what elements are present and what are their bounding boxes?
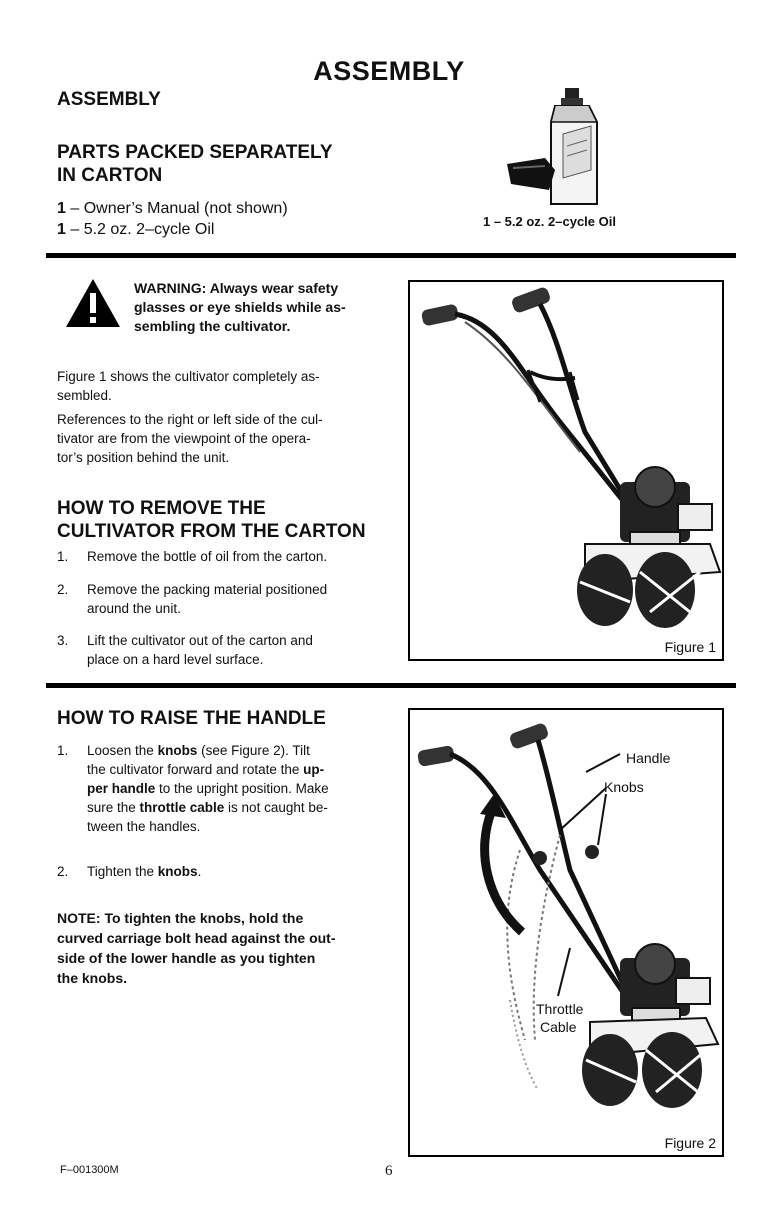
section-title: ASSEMBLY — [57, 89, 161, 110]
cultivator-illustration — [410, 282, 722, 659]
text-run-bold: per handle — [87, 781, 156, 796]
text-run-bold: knobs — [157, 864, 198, 879]
raise-heading: HOW TO RAISE THE HANDLE — [57, 708, 326, 729]
item-text: – 5.2 oz. 2–cycle Oil — [70, 221, 215, 238]
parts-heading-line1: PARTS PACKED SEPARATELY — [57, 142, 333, 163]
page-number: 6 — [385, 1163, 393, 1179]
text-run: (see Figure 2). Tilt — [197, 743, 310, 758]
item-text: – Owner’s Manual (not shown) — [70, 200, 288, 217]
remove-step-3 — [57, 631, 377, 669]
callout-throttle: Throttle — [536, 1001, 584, 1017]
text-line: tor’s position behind the unit. — [57, 450, 230, 465]
parts-heading-line2: IN CARTON — [57, 165, 163, 186]
step-text — [87, 862, 377, 881]
divider — [46, 253, 736, 258]
step-text — [87, 760, 377, 779]
step-text — [87, 741, 377, 760]
text-run: to the upright position. Make — [155, 781, 329, 796]
text-run: . — [197, 864, 202, 879]
step-number: 1. — [57, 549, 69, 564]
warning-line: WARNING: Always wear safety — [134, 280, 339, 296]
step-number: 3. — [57, 633, 69, 648]
document-code: F–001300M — [60, 1164, 119, 1176]
step-text: around the unit. — [87, 601, 181, 616]
divider — [46, 683, 736, 688]
oil-caption: 1 – 5.2 oz. 2–cycle Oil — [483, 214, 616, 229]
text-run: the cultivator forward and rotate the — [87, 762, 304, 777]
text-run: sure the — [87, 800, 140, 815]
heading-line: CULTIVATOR FROM THE CARTON — [57, 521, 366, 542]
text-run: Tighten the — [87, 864, 158, 879]
list-item — [57, 198, 288, 219]
step-number: 2. — [57, 864, 69, 879]
item-qty: 1 — [57, 221, 66, 238]
remove-step-2 — [57, 580, 377, 618]
figure-2-label: Figure 2 — [664, 1135, 716, 1151]
warning-text — [134, 279, 384, 336]
figure-1 — [408, 280, 724, 661]
intro-paragraph-1 — [57, 367, 377, 405]
callout-knobs: Knobs — [604, 779, 644, 795]
list-item — [57, 219, 288, 240]
text-run: is not caught be- — [224, 800, 328, 815]
heading-line: HOW TO REMOVE THE — [57, 498, 266, 519]
text-line: Figure 1 shows the cultivator completely as- — [57, 369, 320, 384]
warning-line: glasses or eye shields while as- — [134, 299, 346, 315]
step-text: Remove the bottle of oil from the carton. — [87, 549, 328, 564]
step-text: place on a hard level surface. — [87, 652, 264, 667]
intro-paragraph-2 — [57, 410, 377, 467]
note-line: NOTE: To tighten the knobs, hold the — [57, 910, 304, 926]
callout-handle: Handle — [626, 750, 671, 766]
note-line: the knobs. — [57, 970, 128, 986]
note — [57, 908, 377, 988]
parts-list — [57, 198, 288, 240]
figure-1-label: Figure 1 — [664, 639, 716, 655]
page-title: ASSEMBLY — [313, 56, 465, 86]
note-line: side of the lower handle as you tighten — [57, 950, 316, 966]
text-run-bold: throttle cable — [139, 800, 225, 815]
raise-step-1 — [57, 741, 377, 836]
remove-heading — [57, 497, 366, 543]
note-line: curved carriage bolt head against the out- — [57, 930, 336, 946]
warning-icon — [64, 277, 122, 329]
warning-line: sembling the cultivator. — [134, 318, 291, 334]
text-run: Loosen the — [87, 743, 158, 758]
step-number: 2. — [57, 582, 69, 597]
callout-cable: Cable — [540, 1019, 577, 1035]
handle-raise-illustration — [410, 710, 722, 1155]
text-run-bold: up- — [303, 762, 325, 777]
step-text — [87, 779, 377, 798]
parts-heading — [57, 141, 333, 187]
step-text: tween the handles. — [87, 819, 201, 834]
remove-step-1 — [57, 547, 377, 566]
text-run-bold: knobs — [157, 743, 198, 758]
oil-bottle-illustration — [505, 86, 635, 210]
figure-2 — [408, 708, 724, 1157]
item-qty: 1 — [57, 200, 66, 217]
step-text: Remove the packing material positioned — [87, 582, 328, 597]
step-text: Lift the cultivator out of the carton and — [87, 633, 313, 648]
raise-step-2 — [57, 862, 377, 881]
text-line: tivator are from the viewpoint of the opera- — [57, 431, 311, 446]
text-line: References to the right or left side of the cul- — [57, 412, 323, 427]
step-number: 1. — [57, 743, 69, 758]
text-line: sembled. — [57, 388, 112, 403]
step-text — [87, 798, 377, 817]
